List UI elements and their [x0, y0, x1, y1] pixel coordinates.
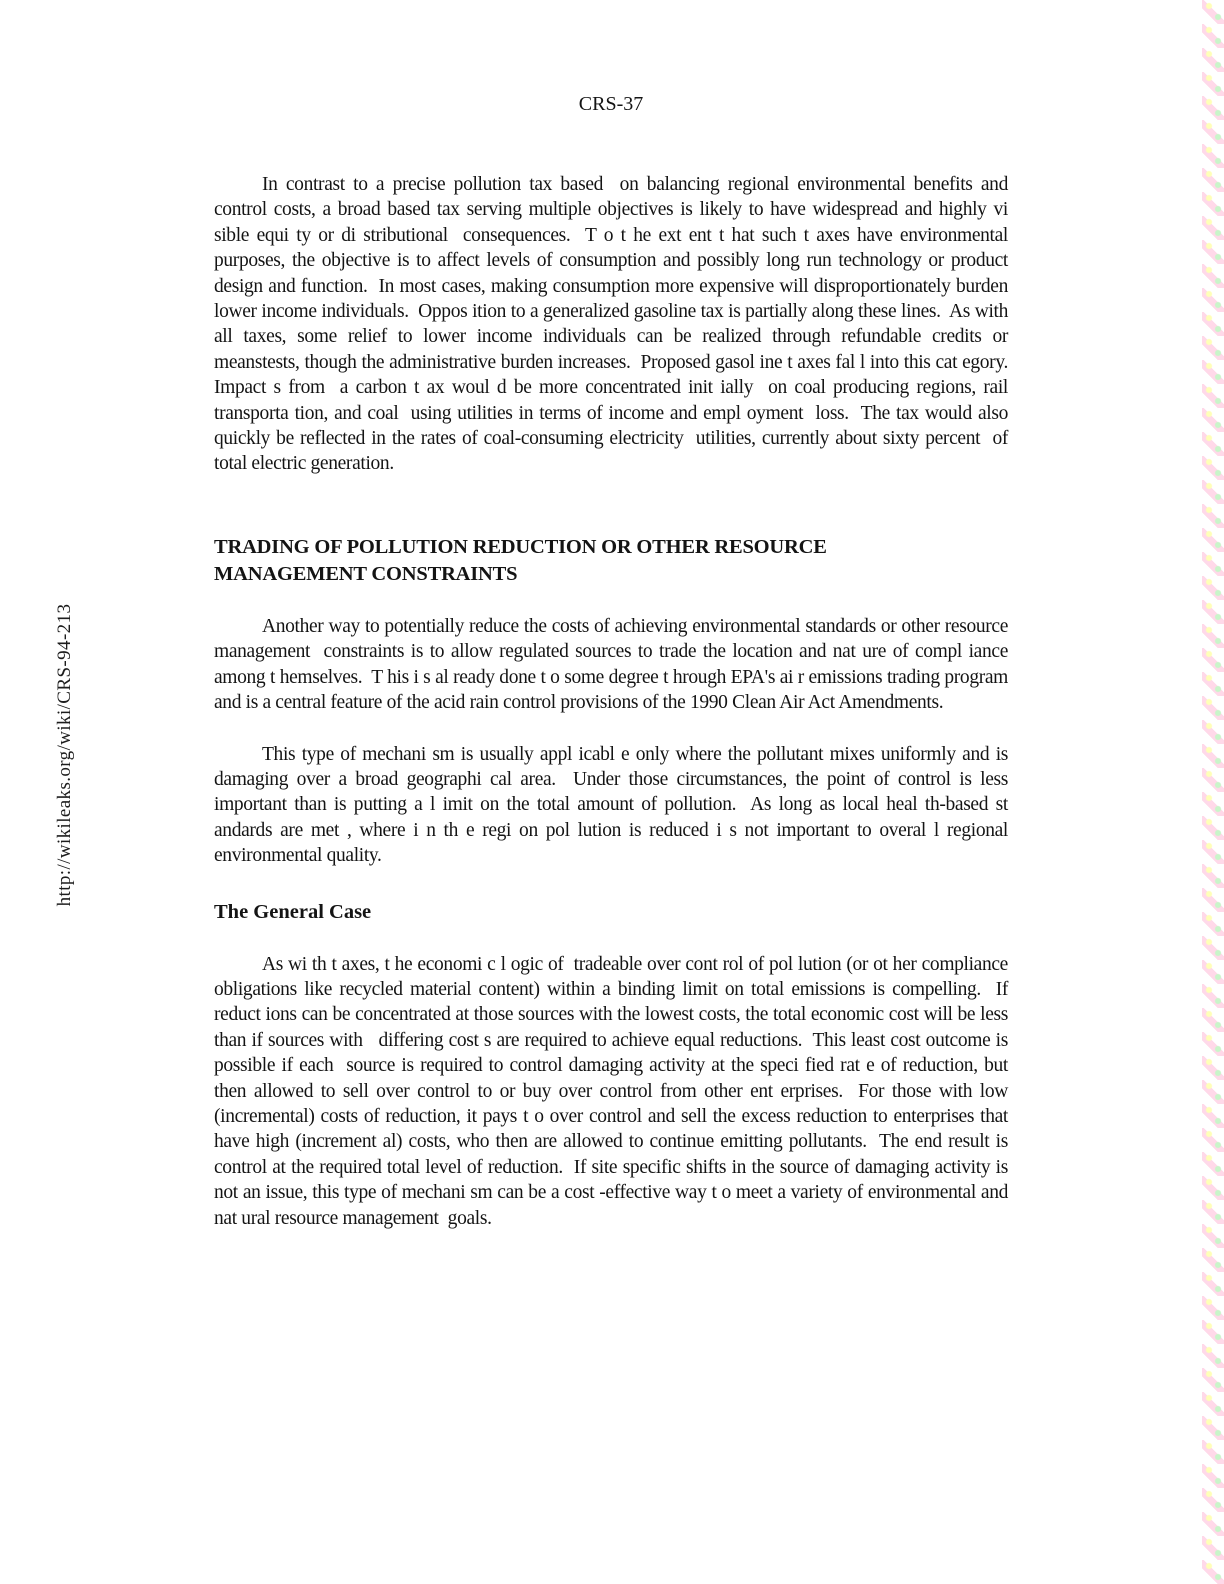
watermark-url: http://wikileaks.org/wiki/CRS-94-213 [54, 603, 75, 907]
section-heading-trading: TRADING OF POLLUTION REDUCTION OR OTHER RESOURCE MANAGEMENT CONSTRAINTS [214, 535, 827, 585]
page-number: CRS-37 [578, 93, 644, 115]
page-edge-pattern [1202, 0, 1224, 1584]
subsection-heading-general-case: The General Case [214, 900, 372, 923]
paragraph-general-case: As wi th t axes, t he economi c l ogic of tradeable over cont rol of pol lution (or ot her compliance obligations like recycled material content) within a binding limit on total emissions is compelling. If reduct ions can be concentrated at those sources with the lowest costs, the total economic cost will be less than if sources with differing cost s are required to achieve equal reductions. This least cost outcome is possible if each source is required to control damaging activity at the speci fied rat e of reduction, but then allowed to sell over control to or buy over control from other ent erprises. For those with low (incremental) costs of reduction, it pays t o over control and sell the excess reduction to enterprises that have high (increment al) costs, who then are allowed to continue emitting pollutants. The end result is control at the required total level of reduction. If site specific shifts in the source of damaging activity is not an issue, this type of mechani sm can be a cost -effective way t o meet a variety of environmental and nat ural resource management goals. [214, 953, 1013, 1229]
paragraph-trading-intro: Another way to potentially reduce the costs of achieving environmental standards or other resource management constraints is to allow regulated sources to trade the location and nat ure of compl iance among t hemselves. T his i s al ready done t o some degree t hrough EPA's ai r emissions trading program and is a central feature of the acid rain control provisions of the 1990 Clean Air Act Amendments. [214, 615, 1013, 714]
paragraph-pollution-tax: In contrast to a precise pollution tax based on balancing regional environmental benefits and control costs, a broad based tax serving multiple objectives is likely to have widespread and highly vi sible equi ty or di stributional consequences. T o t he ext ent t hat such t axes have environmental purposes, the objective is to affect levels of consumption and possibly long run technology or product design and function. In most cases, making consumption more expensive will disproportionately burden lower income individuals. Oppos ition to a generalized gasoline tax is partially along these lines. As with all taxes, some relief to lower income individuals can be realized through refundable credits or meanstests, though the administrative burden increases. Proposed gasol ine t axes fal l into this cat egory. Impact s from a carbon t ax woul d be more concentrated init ially on coal producing regions, rail transporta tion, and coal using utilities in terms of income and empl oyment loss. The tax would also quickly be reflected in the rates of coal-consuming electricity utilities, currently about sixty percent of total electric generation. [214, 174, 1018, 475]
paragraph-mechanism-applicability: This type of mechani sm is usually appl icabl e only where the pollutant mixes uniformly and is damaging over a broad geographi cal area. Under those circumstances, the point of control is less important than is putting a l imit on the total amount of pollution. As long as local heal th-based st andards are met , where i n th e regi on pol lution is reduced i s not important to overal l regional environmental quality. [214, 743, 1013, 867]
page-content [214, 0, 1018, 1231]
